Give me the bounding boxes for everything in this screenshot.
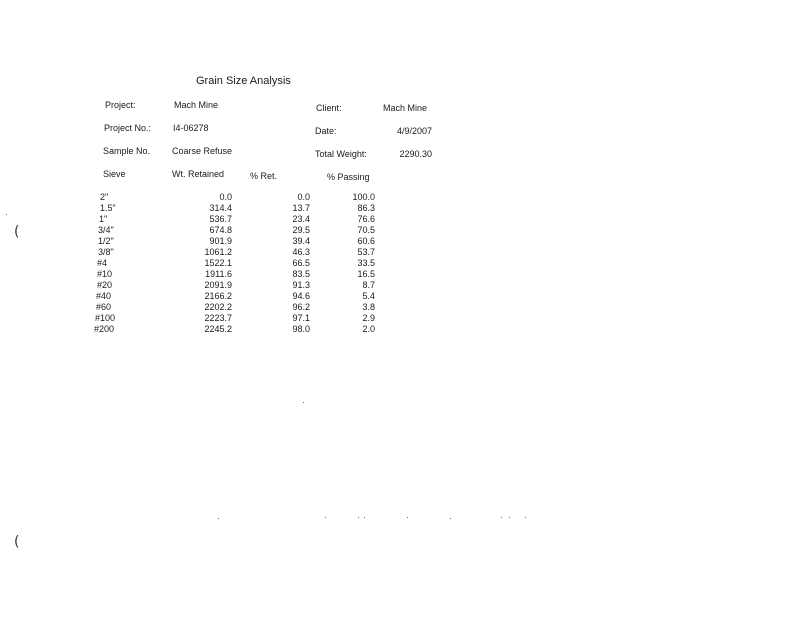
pct-ret-cell: 91.3: [292, 280, 310, 290]
sample-value: Coarse Refuse: [172, 146, 233, 156]
punch-hole-mark-lower: (: [14, 534, 20, 550]
pct-ret-cell: 39.4: [292, 236, 310, 246]
passing-cell: 2.0: [362, 324, 375, 334]
client-value: Mach Mine: [383, 103, 428, 113]
scan-speck: [6, 214, 7, 215]
sieve-cell: 2": [100, 192, 109, 202]
passing-cell: 5.4: [362, 291, 375, 301]
retained-cell: 2166.2: [204, 291, 232, 301]
table-row: [0, 258, 800, 269]
date-label: Date:: [315, 126, 337, 136]
pct-ret-cell: 29.5: [292, 225, 310, 235]
page-title: Grain Size Analysis: [196, 75, 291, 87]
pct-ret-cell: 46.3: [292, 247, 310, 257]
retained-cell: 674.8: [209, 225, 232, 235]
passing-cell: 2.9: [362, 313, 375, 323]
scan-speck: [303, 402, 304, 403]
sample-label: Sample No.: [103, 146, 151, 156]
passing-cell: 76.6: [357, 214, 375, 224]
passing-cell: 3.8: [362, 302, 375, 312]
sieve-cell: #4: [97, 258, 108, 268]
retained-cell: 2223.7: [204, 313, 232, 323]
table-row: [0, 291, 800, 302]
total-weight-label: Total Weight:: [315, 149, 367, 159]
table-row: [0, 269, 800, 280]
table-row: [0, 247, 800, 258]
sieve-cell: #200: [94, 324, 115, 334]
pct-ret-cell: 97.1: [292, 313, 310, 323]
project-value: Mach Mine: [174, 100, 219, 110]
scan-speck: [450, 518, 451, 519]
scan-speck: [325, 517, 326, 518]
col-header-wt-retained: Wt. Retained: [172, 169, 225, 179]
scan-speck: [358, 517, 359, 518]
retained-cell: 2245.2: [204, 324, 232, 334]
passing-cell: 100.0: [352, 192, 375, 202]
passing-cell: 60.6: [357, 236, 375, 246]
date-value: 4/9/2007: [396, 126, 432, 136]
pct-ret-cell: 23.4: [292, 214, 310, 224]
retained-cell: 314.4: [209, 203, 232, 213]
project-no-value: I4-06278: [173, 123, 209, 133]
punch-hole-mark-upper: (: [14, 224, 20, 240]
sieve-cell: 1.5": [100, 203, 116, 213]
total-weight-value: 2290.30: [399, 149, 432, 159]
table-row: [0, 225, 800, 236]
table-row: [0, 203, 800, 214]
table-row: [0, 302, 800, 313]
sieve-cell: 3/4": [98, 225, 114, 235]
passing-cell: 8.7: [362, 280, 375, 290]
retained-cell: 1911.6: [205, 269, 232, 279]
sieve-cell: 1/2": [98, 236, 114, 246]
passing-cell: 70.5: [357, 225, 375, 235]
retained-cell: 2091.9: [204, 280, 232, 290]
sieve-cell: 1": [99, 214, 108, 224]
scan-speck: [407, 517, 408, 518]
pct-ret-cell: 94.6: [292, 291, 310, 301]
client-label: Client:: [316, 103, 342, 113]
table-row: [0, 192, 800, 203]
pct-ret-cell: 98.0: [292, 324, 310, 334]
sieve-cell: #100: [95, 313, 116, 323]
retained-cell: 536.7: [209, 214, 232, 224]
sieve-cell: 3/8": [98, 247, 114, 257]
col-header-sieve: Sieve: [103, 169, 126, 179]
col-header-pct-ret: % Ret.: [250, 171, 278, 181]
retained-cell: 0.0: [219, 192, 232, 202]
pct-ret-cell: 66.5: [292, 258, 310, 268]
table-row: [0, 236, 800, 247]
retained-cell: 2202.2: [204, 302, 232, 312]
pct-ret-cell: 83.5: [292, 269, 310, 279]
table-row: [0, 280, 800, 291]
pct-ret-cell: 96.2: [292, 302, 310, 312]
project-label: Project:: [105, 100, 136, 110]
scan-speck: [218, 518, 219, 519]
passing-cell: 86.3: [357, 203, 375, 213]
table-row: [0, 324, 800, 335]
sieve-cell: #10: [97, 269, 113, 279]
retained-cell: 1061.2: [204, 247, 232, 257]
col-header-pct-passing: % Passing: [327, 172, 370, 182]
table-row: [0, 313, 800, 324]
passing-cell: 53.7: [357, 247, 375, 257]
pct-ret-cell: 0.0: [297, 192, 310, 202]
sieve-cell: #20: [97, 280, 113, 290]
scan-speck: [501, 517, 502, 518]
sieve-cell: #60: [96, 302, 112, 312]
project-no-label: Project No.:: [104, 123, 152, 133]
retained-cell: 1522.1: [204, 258, 232, 268]
passing-cell: 33.5: [357, 258, 375, 268]
sieve-cell: #40: [96, 291, 112, 301]
pct-ret-cell: 13.7: [292, 203, 310, 213]
scan-speck: [509, 517, 510, 518]
scan-speck: [364, 517, 365, 518]
scan-speck: [525, 517, 526, 518]
table-row: [0, 214, 800, 225]
passing-cell: 16.5: [357, 269, 375, 279]
retained-cell: 901.9: [209, 236, 232, 246]
